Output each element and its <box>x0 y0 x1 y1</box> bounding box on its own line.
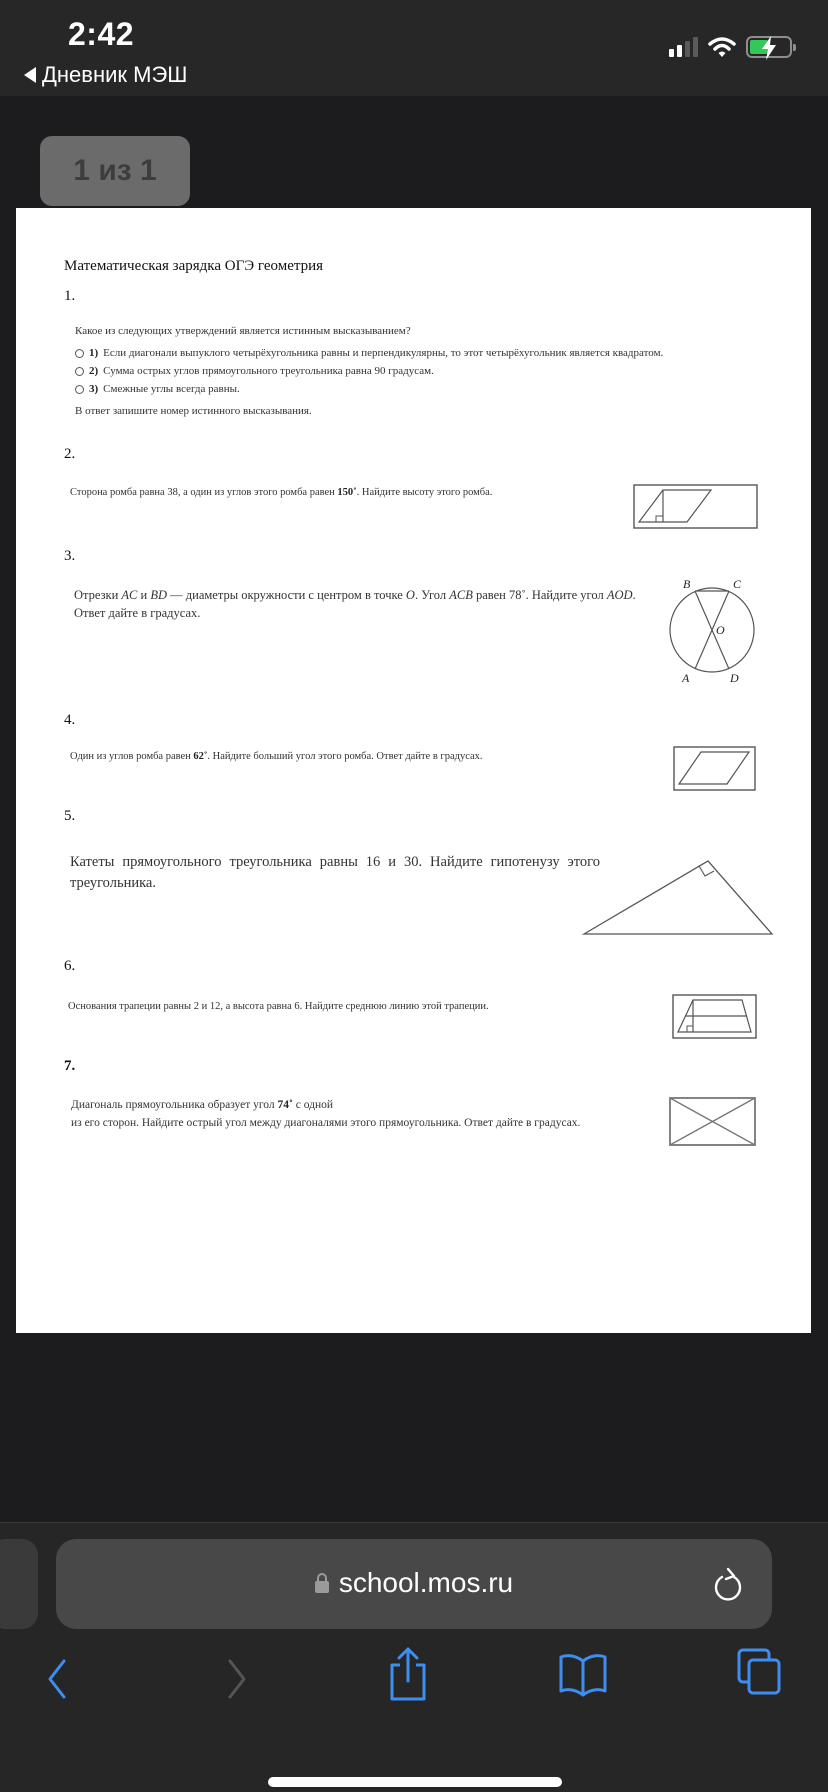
back-triangle-icon <box>24 67 36 83</box>
url-text[interactable]: school.mos.ru <box>338 1567 514 1598</box>
previous-tab-peek[interactable] <box>0 1539 38 1629</box>
document-page <box>16 208 811 1333</box>
battery-charging-icon <box>746 36 792 58</box>
question-2-text: Сторона ромба равна 38, а один из углов этого ромба равен 150˚. Найдите высоту этого ромба. <box>70 487 493 498</box>
bookmarks-icon[interactable] <box>558 1651 608 1697</box>
option-2[interactable]: 2) Сумма острых углов прямоугольного треугольника равна 90 градусам. <box>75 362 775 380</box>
tabs-icon[interactable] <box>736 1647 784 1697</box>
forward-icon[interactable] <box>222 1653 252 1705</box>
question-3-text: Отрезки AC и BD — диаметры окружности с центром в точке O. Угол ACB равен 78˚. Найдите угол AOD. Ответ дайте в градусах. <box>74 588 636 620</box>
system-icons <box>669 36 792 58</box>
address-bar[interactable] <box>56 1539 772 1629</box>
circle-diameters-figure <box>657 574 767 684</box>
trapezoid-figure <box>672 994 758 1040</box>
share-icon[interactable] <box>386 1645 430 1705</box>
question-number: 7. <box>64 1058 76 1074</box>
rhombus-figure <box>673 746 757 792</box>
radio-button[interactable] <box>75 349 84 358</box>
status-bar <box>0 0 828 96</box>
rhombus-height-figure <box>633 484 759 530</box>
question-number: 3. <box>64 548 76 564</box>
question-7-text: Диагональ прямоугольника образует угол 74˚ с одной из его сторон. Найдите острый угол между диагоналями этого прямоугольника. Ответ дайте в градусах. <box>71 1099 581 1129</box>
option-3[interactable]: 3) Смежные углы всегда равны. <box>75 380 775 398</box>
lock-icon <box>315 1573 329 1593</box>
question-number: 5. <box>64 808 76 824</box>
label-o: O <box>716 623 725 637</box>
rectangle-diagonals-figure <box>668 1096 758 1148</box>
question-4-text: Один из углов ромба равен 62˚. Найдите больший угол этого ромба. Ответ дайте в градусах. <box>70 751 483 762</box>
radio-button[interactable] <box>75 385 84 394</box>
label-a: A <box>682 671 690 684</box>
question-number: 4. <box>64 712 76 728</box>
label-c: C <box>733 577 742 591</box>
question-number: 6. <box>64 958 76 974</box>
home-indicator[interactable] <box>268 1777 562 1787</box>
label-b: B <box>683 577 691 591</box>
question-number: 2. <box>64 446 76 462</box>
back-icon[interactable] <box>42 1653 72 1705</box>
signal-icon <box>669 37 698 57</box>
browser-toolbar <box>0 1522 828 1792</box>
back-to-app-link[interactable] <box>24 62 187 88</box>
question-number: 1. <box>64 288 76 304</box>
radio-button[interactable] <box>75 367 84 376</box>
question-prompt: Какое из следующих утверждений является истинным высказыванием? <box>75 325 411 337</box>
question-1 <box>75 322 775 420</box>
right-triangle-figure <box>582 848 774 938</box>
wifi-icon <box>708 36 736 58</box>
question-5-text: Катеты прямоугольного треугольника равны 16 и 30. Найдите гипотенузу этого треугольника. <box>70 854 600 891</box>
back-app-label: Дневник МЭШ <box>42 62 188 87</box>
page-counter: 1 из 1 <box>40 136 190 206</box>
option-1[interactable]: 1) Если диагонали выпуклого четырёхугольника равны и перпендикулярны, то этот четырёхугольник является квадратом. <box>75 344 775 362</box>
question-6-text: Основания трапеции равны 2 и 12, а высота равна 6. Найдите среднюю линию этой трапеции. <box>68 1001 489 1012</box>
clock: 2:42 <box>68 16 135 52</box>
label-d: D <box>730 671 739 684</box>
document-title: Математическая зарядка ОГЭ геометрия <box>64 258 324 274</box>
question-instruction: В ответ запишите номер истинного высказывания. <box>75 405 312 417</box>
reload-icon[interactable] <box>712 1565 746 1605</box>
